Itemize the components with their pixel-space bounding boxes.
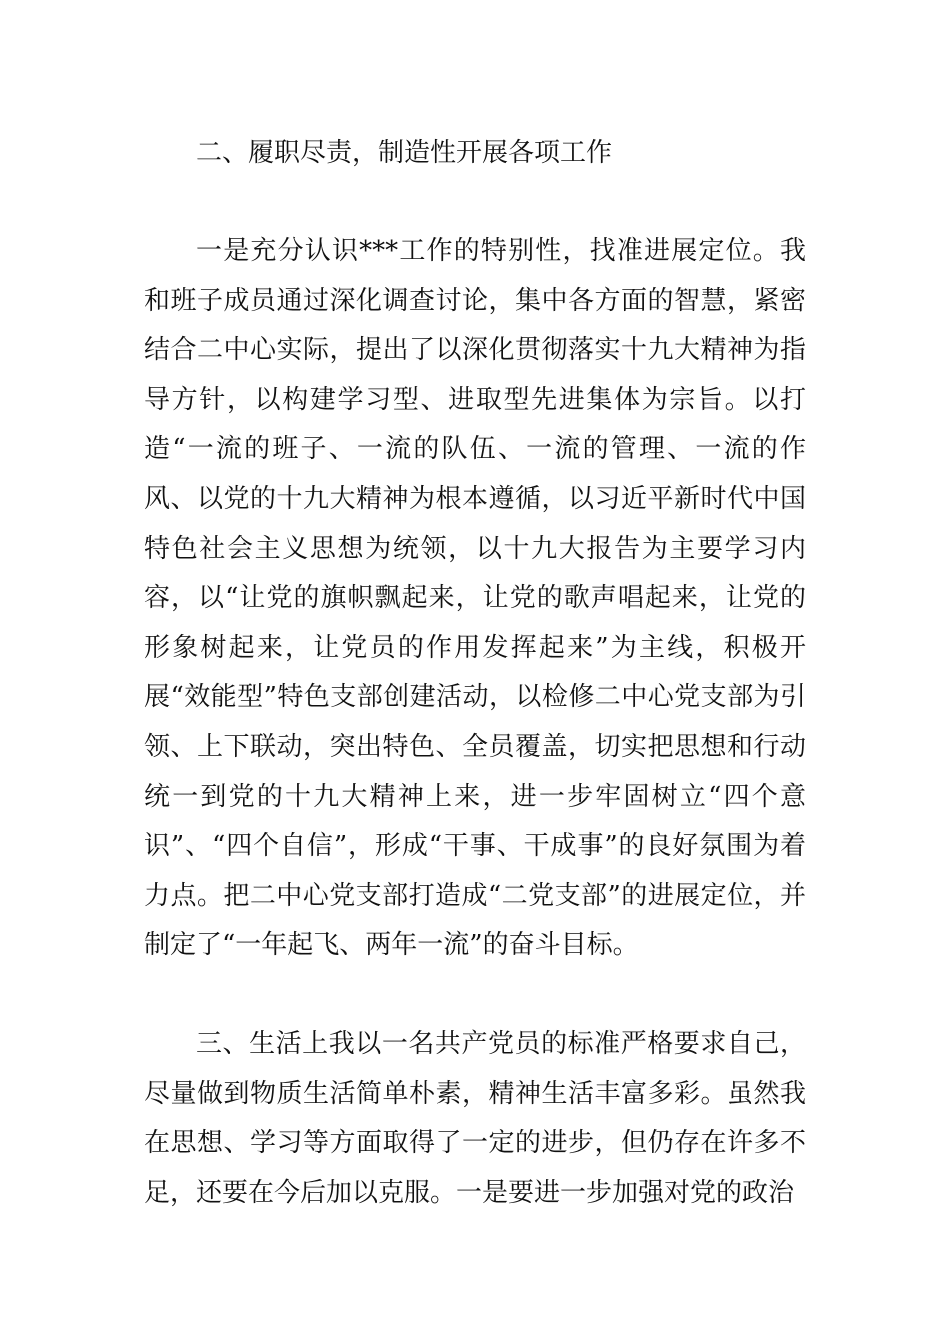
body-paragraph-1: 一是充分认识***工作的特别性，找准进展定位。我和班子成员通过深化调查讨论，集中各方面的智慧，紧密结合二中心实际，提出了以深化贯彻落实十九大精神为指导方针，以构建学习型、进取型先进集体为宗旨。以打造“一流的班子、一流的队伍、一流的管理、一流的作风、以党的十九大精神为根本遵循，以习近平新时代中国特色社会主义思想为统领，以十九大报告为主要学习内容，以“让党的旗帜飘起来，让党的歌声唱起来，让党的形象树起来，让党员的作用发挥起来”为主线，积极开展“效能型”特色支部创建活动，以检修二中心党支部为引领、上下联动，突出特色、全员覆盖，切实把思想和行动统一到党的十九大精神上来，进一步牢固树立“四个意识”、“四个自信”，形成“干事、干成事”的良好氛围为着力点。把二中心党支部打造成“二党支部”的进展定位，并制定了“一年起飞、两年一流”的奋斗目标。 (144, 236, 806, 961)
body-paragraph-2: 三、生活上我以一名共产党员的标准严格要求自己，尽量做到物质生活简单朴素，精神生活丰富多彩。虽然我在思想、学习等方面取得了一定的进步，但仍存在许多不足，还要在今后加以克服。一是要进一步加强对党的政治 (144, 1029, 806, 1208)
section-heading: 二、履职尽责，制造性开展各项工作 (196, 138, 613, 168)
